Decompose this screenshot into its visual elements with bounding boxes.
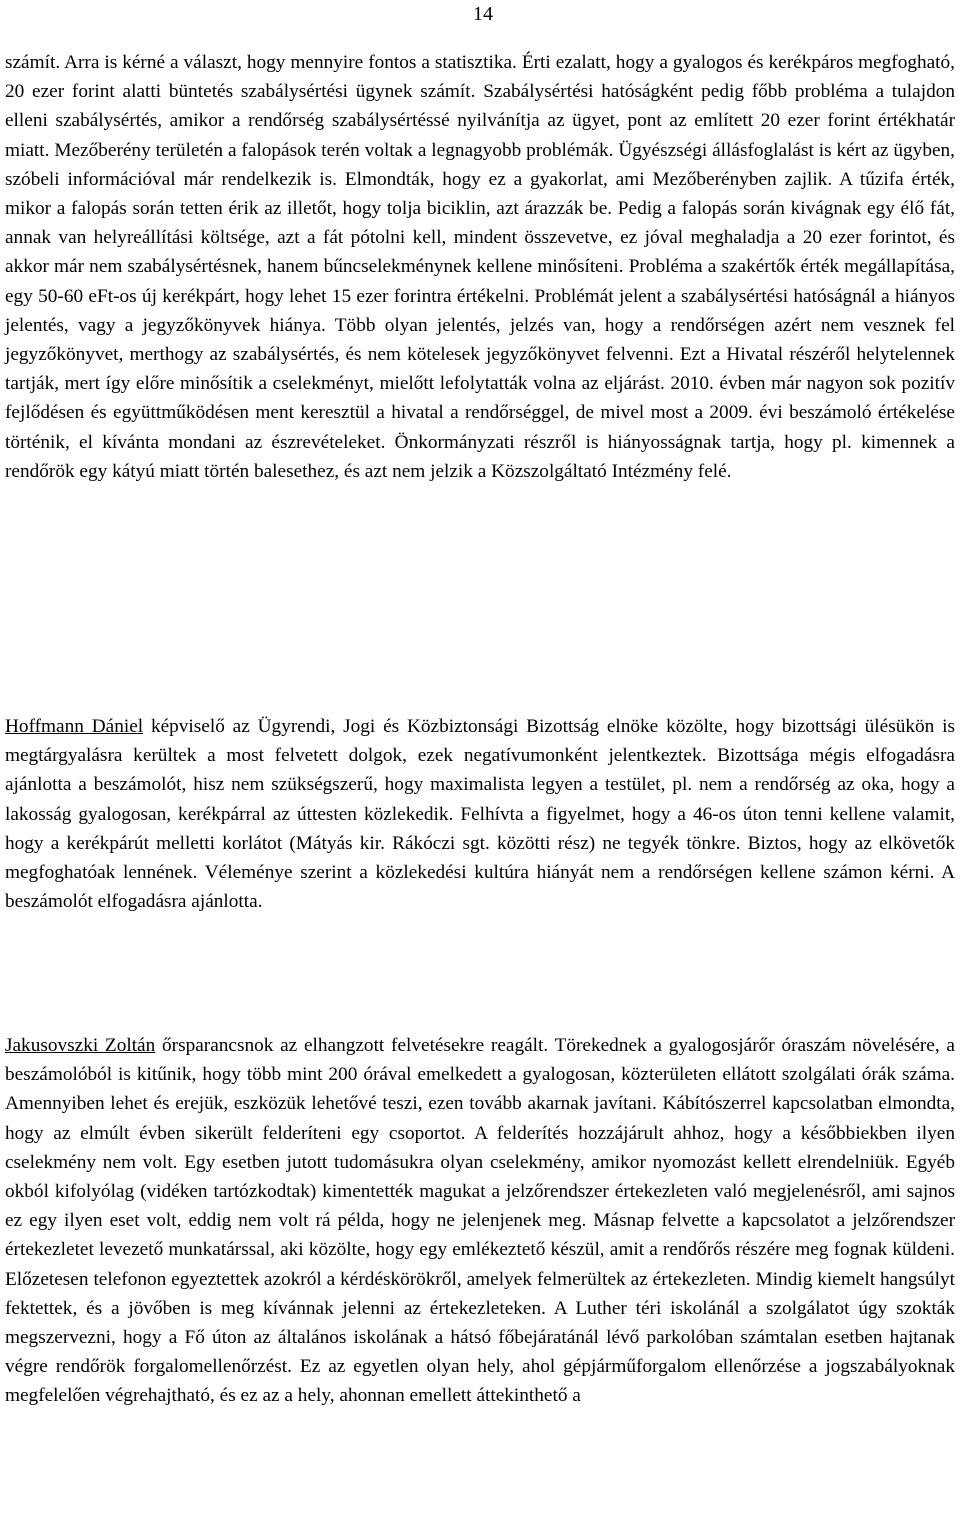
paragraph-hoffmann [5,712,955,916]
paragraph-text: képviselő az Ügyrendi, Jogi és Közbiztonsági Bizottság elnöke közölte, hogy bizottsági ülésükön is megtárgyalásra kerültek a most felvetett dolgok, ezek negatívumonként jelentkeztek. Bizottsága mégis elfogadásra ajánlotta a beszámolót, hisz nem szükségszerű, hogy maximalista legyen a testület, pl. nem a rendőrség az oka, hogy a lakosság gyalogosan, kerékpárral az úttesten közlekedik. Felhívta a figyelmet, hogy a 46-os úton tenni kellene valamit, hogy a kerékpárút melletti korlátot (Mátyás kir. Rákóczi sgt. közötti rész) ne tegyék tönkre. Biztos, hogy az elkövetők megfoghatóak lennének. Véleménye szerint a közlekedési kultúra hiányát nem a rendőrségen kellene számon kérni. A beszámolót elfogadásra ajánlotta. [5,716,955,913]
speaker-name: Jakusovszki Zoltán [5,1035,156,1056]
paragraph-text: számít. Arra is kérné a választ, hogy mennyire fontos a statisztika. Érti ezalatt, hogy a gyalogos és kerékpáros megfogható, 20 ezer forint alatti büntetés szabálysértési ügynek számít. Szabálysértési hatóságként pedig főbb probléma a tulajdon elleni szabálysértés, amikor a rendőrség szabálysértéssé nyilvánítja az ügyet, pont az említett 20 ezer forint értékhatár miatt. Mezőberény területén a falopások terén voltak a legnagyobb problémák. Ügyészségi állásfoglalást is kért az ügyben, szóbeli információval már rendelkezik is. Elmondták, hogy ez a gyakorlat, ami Mezőberényben zajlik. A tűzifa érték, mikor a falopás során tetten érik az illetőt, hogy tolja biciklin, azt árazzák be. Pedig a falopás során kivágnak egy élő fát, annak van helyreállítási költsége, azt a fát pótolni kell, mindent összevetve, ez jóval meghaladja a 20 ezer forintot, és akkor már nem szabálysértésnek, hanem bűncselekménynek kellene minősíteni. Probléma a szakértők érték megállapítása, egy 50-60 eFt-os új kerékpárt, hogy lehet 15 ezer forintra értékelni. Problémát jelent a szabálysértési hatóságnál a hiányos jelentés, vagy a jegyzőkönyvek hiánya. Több olyan jelentés, jelzés van, hogy a rendőrségen azért nem vesznek fel jegyzőkönyvet, merthogy az szabálysértés, és nem kötelesek jegyzőkönyvet felvenni. Ezt a Hivatal részéről helytelennek tartják, mert így előre minősítik a cselekményt, mielőtt lefolytatták volna az eljárást. 2010. évben már nagyon sok pozitív fejlődésen és együttműködésen ment keresztül a hivatal a rendőrséggel, de mivel most a 2009. évi beszámoló értékelése történik, el kívánta mondani az észrevételeket. Önkormányzati részről is hiányosságnak tartja, hogy pl. kimennek a rendőrök egy kátyú miatt történ balesethez, és azt nem jelzik a Közszolgáltató Intézmény felé. [5,52,955,482]
paragraph-text: őrsparancsnok az elhangzott felvetésekre reagált. Törekednek a gyalogosjárőr óraszám növelésére, a beszámolóból is kitűnik, hogy több mint 200 órával emelkedett a gyalogosan, közterületen ellátott szolgálati órák száma. Amennyiben lehet és erejük, eszközük lehetővé teszi, ezen tovább akarnak javítani. Kábítószerrel kapcsolatban elmondta, hogy az elmúlt évben sikerült felderíteni egy csoportot. A felderítés hozzájárult ahhoz, hogy a későbbiekben ilyen cselekmény nem volt. Egy esetben jutott tudomásukra olyan cselekmény, amikor nyomozást kellett elrendelniük. Egyéb okból kifolyólag (vidéken tartózkodtak) kimentették magukat a jelzőrendszer értekezleten való megjelenésről, ami sajnos ez egy ilyen eset volt, eddig nem volt rá példa, hogy ne jelenjenek meg. Másnap felvette a kapcsolatot a jelzőrendszer értekezletet levezető munkatárssal, aki közölte, hogy egy emlékeztető készül, amit a rendőrős részére meg fognak küldeni. Előzetesen telefonon egyeztettek azokról a kérdéskörökről, amelyek felmerültek az értekezleten. Mindig kiemelt hangsúlyt fektettek, és a jövőben is meg kívánnak jelenni az értekezleteken. A Luther téri iskolánál a szolgálatot úgy szokták megszervezni, hogy a Fő úton az általános iskolának a hátsó főbejáratánál lévő parkolóban számtalan esetben hajtanak végre rendőrök forgalomellenőrzést. Ez az egyetlen olyan hely, ahol gépjárműforgalom ellenőrzése a jogszabályoknak megfelelően végrehajtható, és ez az a hely, ahonnan emellett áttekinthető a [5,1035,955,1407]
paragraph-statistics [5,48,955,486]
speaker-name: Hoffmann Dániel [5,716,144,737]
paragraph-jakusovszki [5,1031,955,1411]
page-number: 14 [473,3,493,25]
